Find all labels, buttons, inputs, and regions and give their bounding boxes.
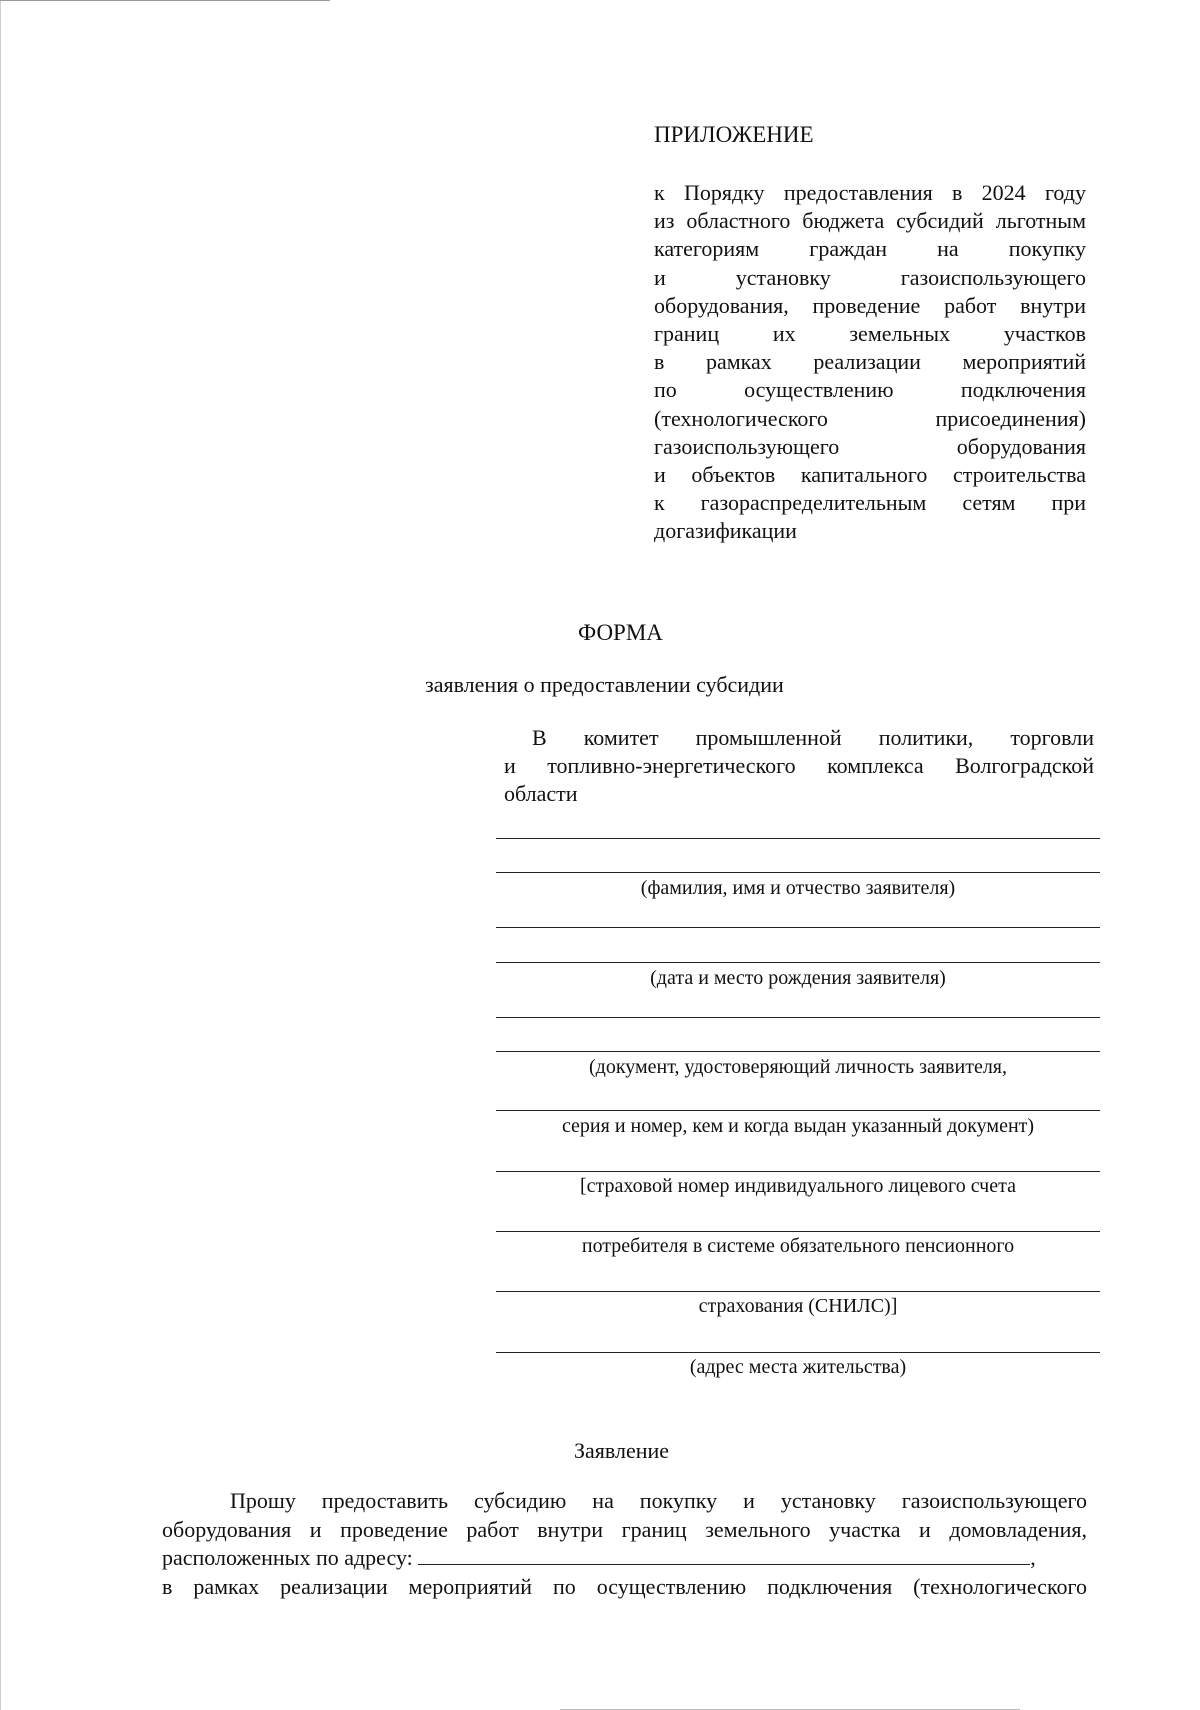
annex-line: и объектов капитального строительства (654, 462, 1086, 488)
statement-line: в рамках реализации мероприятий по осуществлению подключения (технологического (162, 1573, 1087, 1599)
form-subtitle: заявления о предоставлении субсидии (425, 672, 784, 697)
snils-line-3[interactable] (496, 1291, 1100, 1292)
address-line[interactable] (496, 1352, 1100, 1353)
addressee-line: В комитет промышленной политики, торговли (532, 725, 1094, 750)
annex-line: газоиспользующего оборудования (654, 433, 1086, 459)
address-input-line[interactable] (418, 1546, 1030, 1565)
statement-line: Прошу предоставить субсидию на покупку и установку газоиспользующего (230, 1488, 1087, 1513)
annex-line: категориям граждан на покупку (654, 236, 1086, 262)
birth-date-place-caption: (дата и место рождения заявителя) (650, 967, 946, 989)
addressee-line: области (504, 781, 578, 807)
addressee-line: и топливно-энергетического комплекса Волгоградской (504, 753, 1094, 779)
statement-title: Заявление (574, 1438, 670, 1463)
annex-line: оборудования, проведение работ внутри (654, 292, 1086, 318)
scan-edge-left (0, 0, 1, 1710)
annex-line: догазификации (654, 518, 797, 544)
annex-line: из областного бюджета субсидий льготным (654, 208, 1086, 234)
annex-line: и установку газоиспользующего (654, 264, 1086, 290)
snils-line-2[interactable] (496, 1231, 1100, 1232)
statement-line: оборудования и проведение работ внутри границ земельного участка и домовладения, (162, 1516, 1087, 1542)
birth-date-place-line-1[interactable] (496, 927, 1100, 928)
snils-caption-2: потребителя в системе обязательного пенсионного (581, 1235, 1015, 1257)
id-document-line-1[interactable] (496, 1017, 1100, 1018)
id-document-caption: (документ, удостоверяющий личность заявителя, (589, 1056, 1007, 1078)
scan-edge-top (0, 0, 330, 1)
annex-text (654, 179, 1086, 546)
snils-caption-1: [страховой номер индивидуального лицевого счета (580, 1175, 1016, 1197)
annex-line: границ их земельных участков (654, 321, 1086, 347)
id-document-details-caption: серия и номер, кем и когда выдан указанный документ) (561, 1115, 1035, 1137)
applicant-name-line-1[interactable] (496, 838, 1100, 839)
snils-line-1[interactable] (496, 1171, 1100, 1172)
applicant-name-line-2[interactable] (496, 872, 1100, 873)
id-document-line-2[interactable] (496, 1051, 1100, 1052)
address-comma: , (1030, 1545, 1036, 1570)
statement-paragraph (162, 1487, 1087, 1601)
annex-line: к Порядку предоставления в 2024 году (654, 180, 1086, 205)
address-caption: (адрес места жительства) (689, 1356, 907, 1378)
annex-line: (технологического присоединения) (654, 405, 1086, 431)
address-label: расположенных по адресу: (162, 1545, 413, 1570)
snils-caption-3: страхования (СНИЛС)] (698, 1295, 898, 1317)
addressee-block (504, 724, 1094, 809)
annex-title: ПРИЛОЖЕНИЕ (654, 122, 814, 147)
applicant-name-caption: (фамилия, имя и отчество заявителя) (640, 877, 956, 899)
form-title: ФОРМА (578, 620, 663, 645)
birth-date-place-line-2[interactable] (496, 962, 1100, 963)
annex-line: к газораспределительным сетям при (654, 490, 1086, 516)
statement-line-address (162, 1544, 1087, 1573)
annex-line: в рамках реализации мероприятий (654, 349, 1086, 375)
id-document-details-line[interactable] (496, 1110, 1100, 1111)
annex-line: по осуществлению подключения (654, 377, 1086, 403)
